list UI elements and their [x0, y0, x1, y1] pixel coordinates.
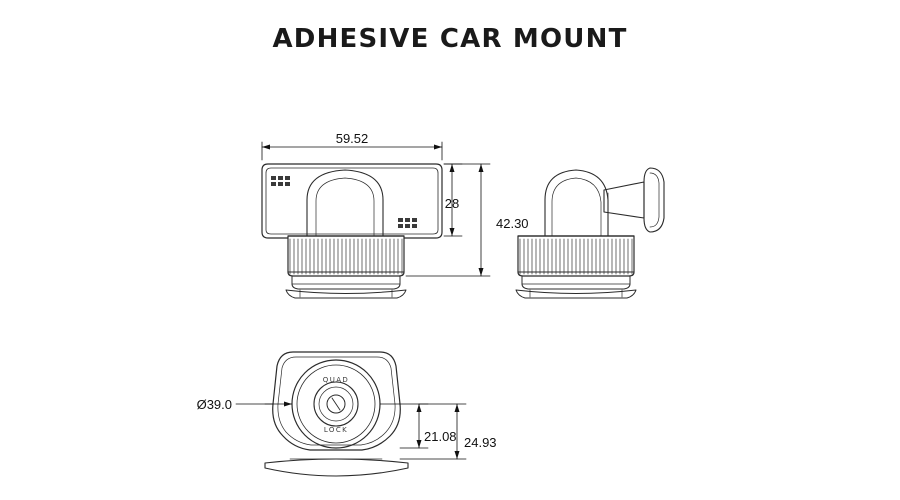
dim-top-total-depth: 24.93: [464, 435, 497, 450]
side-view: [516, 168, 664, 298]
dim-top-inner-depth: 21.08: [424, 429, 457, 444]
dim-front-width: 59.52: [335, 131, 369, 146]
dim-top-diameter: Ø39.0: [196, 397, 232, 412]
page-title: ADHESIVE CAR MOUNT: [272, 24, 628, 54]
brand-bottom-label: LOCK: [323, 426, 349, 434]
dim-front-total-height: 42.30: [496, 216, 529, 231]
brand-top-label: QUAD: [322, 376, 350, 384]
dim-front-body-height: 28: [444, 196, 460, 211]
dimension-lines: [236, 142, 490, 459]
top-view: [265, 352, 408, 476]
dimension-labels: [197, 131, 529, 450]
front-view-brand-marks: [271, 176, 417, 228]
